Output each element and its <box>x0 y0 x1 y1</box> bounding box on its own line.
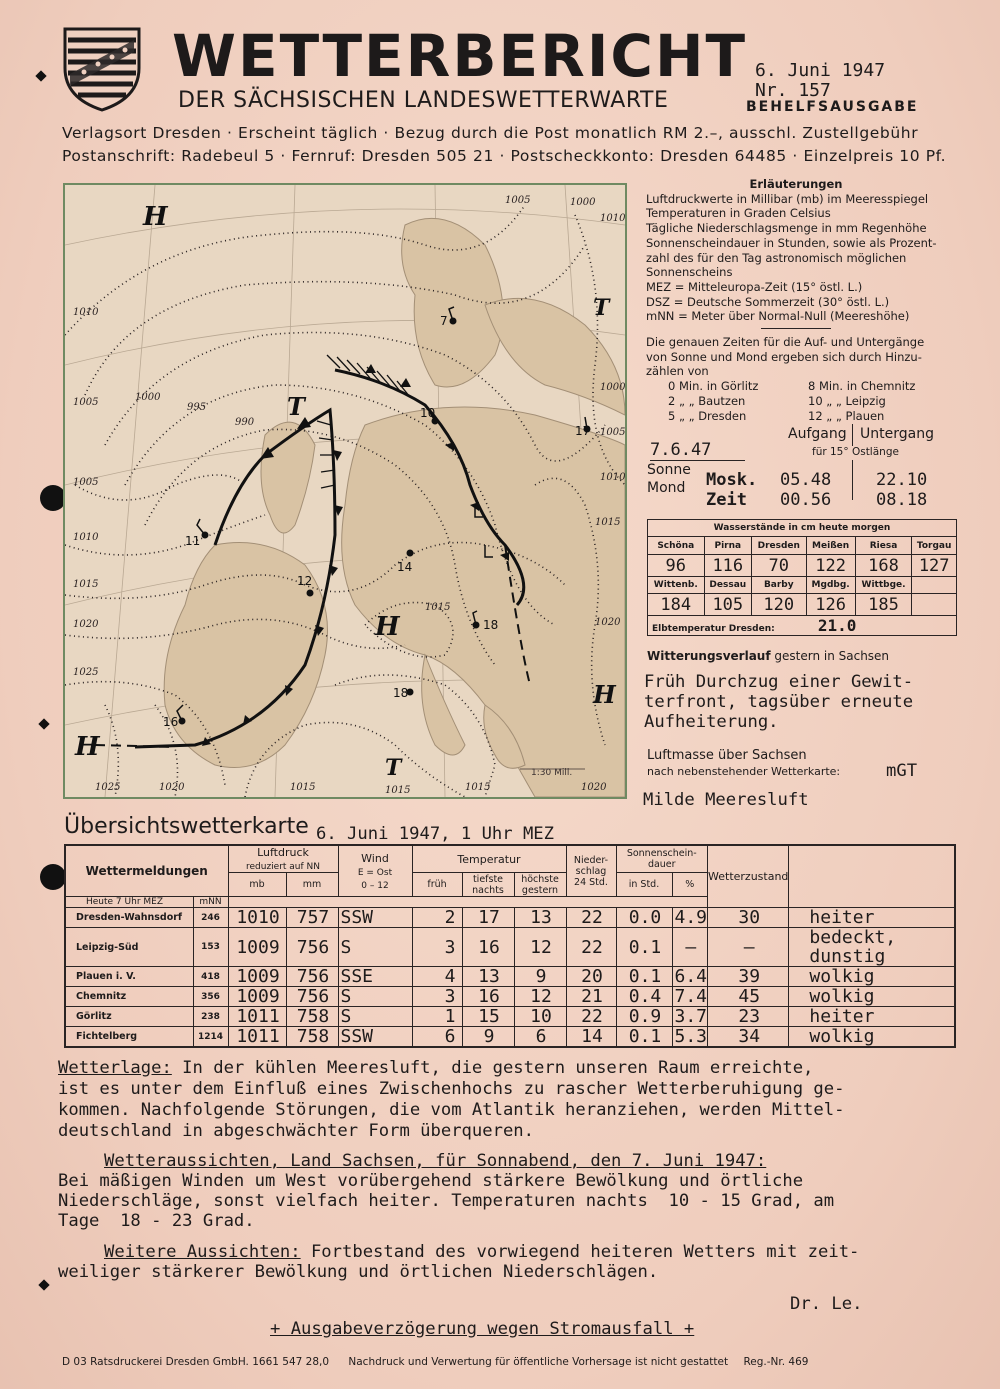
punch-hole <box>40 864 66 890</box>
cell-wind-force: 3 <box>412 987 462 1007</box>
moon-label: Mond <box>647 480 686 496</box>
forecast-line: Tage 18 - 23 Grad. <box>58 1211 255 1231</box>
table-row <box>65 967 955 987</box>
offset-right: 12 „ „ Plauen <box>808 408 885 423</box>
weather-map-drawing <box>65 185 625 797</box>
isobar-label: 1005 <box>505 195 531 206</box>
issue-date: 6. Juni 1947 <box>755 60 886 81</box>
cell-niederschlag: 0.1 <box>616 928 672 967</box>
cell-sonne-std: 3.7 <box>672 1007 708 1027</box>
cell-wind-dir: S <box>338 928 412 967</box>
cell-sonne-pct: 30 <box>708 908 789 928</box>
sun-row-prefix: Mosk. <box>706 470 758 490</box>
gauge-value: 116 <box>704 555 751 577</box>
cell-sonne-pct: 23 <box>708 1007 789 1027</box>
legend-line: Sonnenscheins <box>646 265 733 280</box>
gauge-value: 168 <box>855 555 912 577</box>
cell-frueh: 16 <box>462 928 514 967</box>
situation-label: Wetterlage: <box>58 1058 172 1078</box>
divider <box>761 328 831 329</box>
cell-frueh: 15 <box>462 1007 514 1027</box>
weather-history-suffix: gestern in Sachsen <box>774 649 890 663</box>
gauge-value <box>912 594 957 616</box>
outlook-line: Fortbestand des vorwiegend heiteren Wetters mit zeit- <box>300 1242 860 1262</box>
col-header-stations: Wettermeldungen <box>65 845 228 897</box>
col-header-min-night: tiefste nachts <box>462 873 514 897</box>
col-header-temperature: Temperatur <box>412 845 566 873</box>
station-name: Fichtelberg <box>65 1027 193 1048</box>
footer <box>62 1356 808 1368</box>
cell-tiefste: 12 <box>514 987 566 1007</box>
cell-tiefste: 13 <box>514 908 566 928</box>
cell-zustand: bedeckt, dunstig <box>789 928 955 967</box>
isobar-label: 1015 <box>595 517 621 528</box>
isobar-label: 1005 <box>73 477 99 488</box>
gauge-name: Dessau <box>704 577 751 594</box>
station-altitude: 1214 <box>193 1027 228 1048</box>
forecast-line: Bei mäßigen Winden um West vorübergehend stärkere Bewölkung und örtliche <box>58 1171 804 1191</box>
gauge-name: Wittenb. <box>648 577 705 594</box>
signature: Dr. Le. <box>790 1294 863 1314</box>
isobar-label: 1015 <box>465 782 491 793</box>
observations-table <box>64 844 956 1048</box>
cell-zustand: wolkig <box>789 987 955 1007</box>
cell-zustand: wolkig <box>789 967 955 987</box>
station-temp: 14 <box>397 560 413 574</box>
offset-left: 2 „ „ Bautzen <box>668 393 746 408</box>
legend-line: Temperaturen in Graden Celsius <box>646 206 831 221</box>
sunset-time: 22.10 <box>876 470 928 490</box>
isobar-label: 1005 <box>600 427 625 438</box>
station-altitude: 246 <box>193 908 228 928</box>
cell-sonne-std: 4.9 <box>672 908 708 928</box>
isobar-label: 1010 <box>73 307 99 318</box>
sunrise-label: Aufgang <box>788 426 847 442</box>
footer-rights: Nachdruck und Verwertung für öffentliche Vorhersage ist nicht gestattet <box>348 1356 729 1368</box>
station-altitude: 418 <box>193 967 228 987</box>
legend-line: Tägliche Niederschlagsmenge in mm Regenhöhe <box>646 221 927 236</box>
isobar-label: 1000 <box>570 197 596 208</box>
cell-hoechste: 20 <box>566 967 616 987</box>
margin-mark <box>35 70 46 81</box>
gauge-value: 122 <box>806 555 855 577</box>
issue-number: Nr. 157 <box>755 80 831 101</box>
offset-row <box>646 379 946 394</box>
masthead-title: WETTERBERICHT <box>172 22 748 90</box>
cell-niederschlag: 0.0 <box>616 908 672 928</box>
col-header-mm: mm <box>286 873 338 897</box>
divider <box>852 424 853 446</box>
cell-mm: 756 <box>286 928 338 967</box>
station-name: Leipzig-Süd <box>65 928 193 967</box>
saxony-coat-of-arms <box>62 26 142 112</box>
footer-printer: D 03 Ratsdruckerei Dresden GmbH. 1661 547 28,0 <box>62 1356 330 1368</box>
elbe-temperature-label: Elbtemperatur Dresden: <box>652 624 775 634</box>
delay-notice: + Ausgabeverzögerung wegen Stromausfall + <box>270 1319 695 1339</box>
legend-line: zahl des für den Tag astronomisch möglichen <box>646 250 907 265</box>
elbe-temperature-value: 21.0 <box>817 616 857 635</box>
gauge-name: Mgdbg. <box>806 577 855 594</box>
col-header-today: Heute 7 Uhr MEZ <box>65 897 193 908</box>
situation-paragraph <box>58 1058 813 1079</box>
table-row <box>65 1027 955 1048</box>
gauge-name: Barby <box>752 577 806 594</box>
longitude-note: für 15° Ostlänge <box>812 446 899 458</box>
cell-mm: 758 <box>286 1027 338 1048</box>
isobar-label: 1015 <box>385 785 411 796</box>
gauge-name: Pirna <box>704 537 751 555</box>
gauge-value: 184 <box>648 594 705 616</box>
gauge-value: 96 <box>648 555 705 577</box>
offset-row <box>646 394 946 409</box>
cell-mb: 1010 <box>228 908 286 928</box>
cell-tiefste: 12 <box>514 928 566 967</box>
outlook-paragraph <box>104 1242 859 1263</box>
cell-mb: 1011 <box>228 1027 286 1048</box>
gauge-value: 70 <box>752 555 806 577</box>
cell-wind-dir: S <box>338 1007 412 1027</box>
cell-hoechste: 14 <box>566 1027 616 1048</box>
margin-mark <box>38 1279 49 1290</box>
cell-wind-dir: S <box>338 987 412 1007</box>
sunmoon-date: 7.6.47 <box>650 440 745 461</box>
cell-frueh: 9 <box>462 1027 514 1048</box>
weather-history-line: Aufheiterung. <box>644 712 779 732</box>
times-intro-line: Die genauen Zeiten für die Auf- und Untergänge <box>646 335 925 350</box>
col-header-max-yesterday: höchste gestern <box>514 873 566 897</box>
outlook-label: Weitere Aussichten: <box>104 1242 301 1262</box>
cell-sonne-pct: 39 <box>708 967 789 987</box>
publisher-info: Verlagsort Dresden · Erscheint täglich · Bezug durch die Post monatlich RM 2.–, ausschl. Zustellgebühr <box>62 124 919 142</box>
cell-frueh: 16 <box>462 987 514 1007</box>
svg-text:T: T <box>385 755 402 781</box>
cell-wind-force: 3 <box>412 928 462 967</box>
sunrise-time: 05.48 <box>780 470 832 490</box>
water-levels-table <box>647 519 957 636</box>
col-header-wind: Wind E = Ost 0 – 12 <box>338 845 412 897</box>
svg-text:T: T <box>287 392 305 421</box>
gauge-value: 126 <box>806 594 855 616</box>
isobar-label: 995 <box>187 402 207 413</box>
gauge-value: 185 <box>855 594 912 616</box>
station-temp: 10 <box>420 406 436 420</box>
station-altitude: 238 <box>193 1007 228 1027</box>
isobar-label: 1015 <box>290 782 316 793</box>
cell-niederschlag: 0.4 <box>616 987 672 1007</box>
gauge-value: 105 <box>704 594 751 616</box>
station-name: Görlitz <box>65 1007 193 1027</box>
gauge-name: Schöna <box>648 537 705 555</box>
cell-sonne-std: – <box>672 928 708 967</box>
cell-tiefste: 10 <box>514 1007 566 1027</box>
forecast-heading: Wetteraussichten, Land Sachsen, für Sonnabend, den 7. Juni 1947: <box>104 1151 767 1171</box>
cell-wind-force: 6 <box>412 1027 462 1048</box>
svg-text:H: H <box>143 202 168 232</box>
cell-frueh: 17 <box>462 908 514 928</box>
cell-sonne-std: 7.4 <box>672 987 708 1007</box>
offset-right: 8 Min. in Chemnitz <box>808 379 916 394</box>
outlook-line: weiliger stärkerer Bewölkung und örtlichen Niederschlägen. <box>58 1262 659 1282</box>
offset-right: 10 „ „ Leipzig <box>808 393 886 408</box>
weather-history-line: terfront, tagsüber erneute <box>644 692 914 712</box>
divider <box>852 460 853 500</box>
col-header-precipitation: Nieder- schlag 24 Std. <box>566 845 616 897</box>
table-row <box>65 987 955 1007</box>
forecast-line: Niederschläge, sonst vielfach heiter. Temperaturen nachts 10 - 15 Grad, am <box>58 1191 835 1211</box>
station-temp: 18 <box>483 618 499 632</box>
cell-hoechste: 21 <box>566 987 616 1007</box>
cell-mm: 758 <box>286 1007 338 1027</box>
station-altitude: 356 <box>193 987 228 1007</box>
station-temp: 11 <box>185 534 201 548</box>
situation-line: ist es unter dem Einfluß eines Zwischenhochs zu rascher Wetterberuhigung ge- <box>58 1079 845 1099</box>
legend-line: DSZ = Deutsche Sommerzeit (30° östl. L.) <box>646 294 890 309</box>
cell-hoechste: 22 <box>566 908 616 928</box>
footer-reg: Reg.-Nr. 469 <box>743 1356 809 1368</box>
isobar-label: 1020 <box>595 617 621 628</box>
cell-sonne-pct: 34 <box>708 1027 789 1048</box>
legend-explanations <box>646 177 946 423</box>
legend-line: Sonnenscheindauer in Stunden, sowie als Prozent- <box>646 235 937 250</box>
legend-line: mNN = Meter über Normal-Null (Meereshöhe) <box>646 309 910 324</box>
station-temp: 16 <box>163 715 179 729</box>
airmass-note: nach nebenstehender Wetterkarte: <box>647 765 841 778</box>
masthead-subtitle: DER SÄCHSISCHEN LANDESWETTERWARTE <box>178 88 669 113</box>
isobar-label: 1015 <box>73 579 99 590</box>
table-row <box>65 928 955 967</box>
cell-tiefste: 6 <box>514 1027 566 1048</box>
cell-sonne-std: 5.3 <box>672 1027 708 1048</box>
situation-line: kommen. Nachfolgende Störungen, die vom Atlantik heranziehen, werden Mittel- <box>58 1100 845 1120</box>
col-header-early: früh <box>412 873 462 897</box>
contact-info: Postanschrift: Radebeul 5 · Fernruf: Dresden 505 21 · Postscheckkonto: Dresden 64485 · Einzelpreis 10 Pf. <box>62 147 947 165</box>
station-altitude: 153 <box>193 928 228 967</box>
sunset-label: Untergang <box>860 426 934 442</box>
times-intro-line: von Sonne und Mond ergeben sich durch Hinzu- <box>646 349 922 364</box>
isobar-label: 1000 <box>600 382 625 393</box>
isobar-label: 1020 <box>73 619 99 630</box>
cell-frueh: 13 <box>462 967 514 987</box>
header-spacer <box>228 897 708 908</box>
station-temp: 7 <box>440 314 448 328</box>
weather-history-heading <box>647 649 889 663</box>
cell-mb: 1011 <box>228 1007 286 1027</box>
isobar-label: 990 <box>235 417 255 428</box>
cell-mb: 1009 <box>228 928 286 967</box>
cell-sonne-std: 6.4 <box>672 967 708 987</box>
cell-niederschlag: 0.9 <box>616 1007 672 1027</box>
sun-label: Sonne <box>647 462 691 478</box>
margin-mark <box>38 718 49 729</box>
col-header-sun-percent: % <box>672 873 708 897</box>
col-header-sunshine: Sonnenschein- dauer <box>616 845 708 873</box>
map-scale: 1:30 Mill. <box>531 768 573 778</box>
observations-body <box>65 908 955 1048</box>
cell-mm: 756 <box>286 967 338 987</box>
col-header-mb: mb <box>228 873 286 897</box>
gauge-name: Riesa <box>855 537 912 555</box>
col-header-sun-hours: in Std. <box>616 873 672 897</box>
isobar-label: 1025 <box>73 667 99 678</box>
cell-wind-dir: SSE <box>338 967 412 987</box>
svg-text:H: H <box>375 612 400 642</box>
edition-label: BEHELFSAUSGABE <box>746 99 919 115</box>
weather-map <box>63 183 627 799</box>
station-temp: 12 <box>297 574 313 588</box>
overview-map-date: 6. Juni 1947, 1 Uhr MEZ <box>316 824 554 844</box>
svg-text:T: T <box>593 295 610 321</box>
station-name: Dresden-Wahnsdorf <box>65 908 193 928</box>
table-row <box>65 908 955 928</box>
airmass-description: Milde Meeresluft <box>643 790 809 810</box>
gauge-name: Dresden <box>752 537 806 555</box>
col-header-pressure: Luftdruck reduziert auf NN <box>228 845 338 873</box>
gauge-name: Wittbge. <box>855 577 912 594</box>
cell-mm: 756 <box>286 987 338 1007</box>
isobar-label: 1005 <box>73 397 99 408</box>
isobar-label: 1020 <box>581 782 607 793</box>
cell-zustand: wolkig <box>789 1027 955 1048</box>
isobar-label: 1015 <box>425 602 451 613</box>
gauge-name: Meißen <box>806 537 855 555</box>
cell-wind-dir: SSW <box>338 908 412 928</box>
cell-wind-force: 2 <box>412 908 462 928</box>
cell-hoechste: 22 <box>566 928 616 967</box>
table-row <box>65 1007 955 1027</box>
weather-history-label: Witterungsverlauf <box>647 649 771 663</box>
gauge-name <box>912 577 957 594</box>
offset-left: 0 Min. in Görlitz <box>668 379 759 394</box>
gauge-name: Torgau <box>912 537 957 555</box>
offset-row <box>646 409 946 424</box>
cell-zustand: heiter <box>789 1007 955 1027</box>
gauge-value: 120 <box>752 594 806 616</box>
col-header-condition: Wetterzustand <box>708 845 789 908</box>
isobar-label: 1010 <box>73 532 99 543</box>
offset-left: 5 „ „ Dresden <box>668 408 747 423</box>
elbe-temperature-row <box>648 616 957 636</box>
cell-tiefste: 9 <box>514 967 566 987</box>
isobar-label: 1000 <box>135 392 161 403</box>
station-temp: 18 <box>393 686 409 700</box>
cell-niederschlag: 0.1 <box>616 967 672 987</box>
station-temp: 17 <box>575 424 591 438</box>
cell-mm: 757 <box>286 908 338 928</box>
airmass-code: mGT <box>886 761 918 781</box>
moonset-time: 08.18 <box>876 490 928 510</box>
cell-hoechste: 22 <box>566 1007 616 1027</box>
cell-zustand: heiter <box>789 908 955 928</box>
cell-mb: 1009 <box>228 987 286 1007</box>
moon-row-prefix: Zeit <box>706 490 747 510</box>
legend-heading: Erläuterungen <box>749 177 843 191</box>
cell-niederschlag: 0.1 <box>616 1027 672 1048</box>
overview-map-label: Übersichtswetterkarte <box>64 814 309 839</box>
cell-sonne-pct: – <box>708 928 789 967</box>
cell-wind-force: 1 <box>412 1007 462 1027</box>
times-intro-line: zählen von <box>646 364 709 379</box>
svg-text:H: H <box>75 732 100 762</box>
isobar-label: 1010 <box>600 213 625 224</box>
situation-line: deutschland in abgeschwächter Form überqueren. <box>58 1121 534 1141</box>
col-header-altitude: mNN <box>193 897 228 908</box>
situation-line: In der kühlen Meeresluft, die gestern unseren Raum erreichte, <box>171 1058 814 1078</box>
isobar-label: 1025 <box>95 782 121 793</box>
svg-text:H: H <box>593 680 616 709</box>
station-name: Plauen i. V. <box>65 967 193 987</box>
station-name: Chemnitz <box>65 987 193 1007</box>
isobar-label: 1010 <box>600 472 625 483</box>
gauge-value: 127 <box>912 555 957 577</box>
weather-history-line: Früh Durchzug einer Gewit- <box>644 672 914 692</box>
moonrise-time: 00.56 <box>780 490 832 510</box>
water-levels-title: Wasserstände in cm heute morgen <box>648 520 957 537</box>
cell-wind-force: 4 <box>412 967 462 987</box>
cell-wind-dir: SSW <box>338 1027 412 1048</box>
legend-line: MEZ = Mitteleuropa-Zeit (15° östl. L.) <box>646 279 863 294</box>
airmass-label: Luftmasse über Sachsen <box>647 748 807 763</box>
legend-line: Luftdruckwerte in Millibar (mb) im Meeresspiegel <box>646 191 929 206</box>
cell-mb: 1009 <box>228 967 286 987</box>
isobar-label: 1020 <box>159 782 185 793</box>
cell-sonne-pct: 45 <box>708 987 789 1007</box>
